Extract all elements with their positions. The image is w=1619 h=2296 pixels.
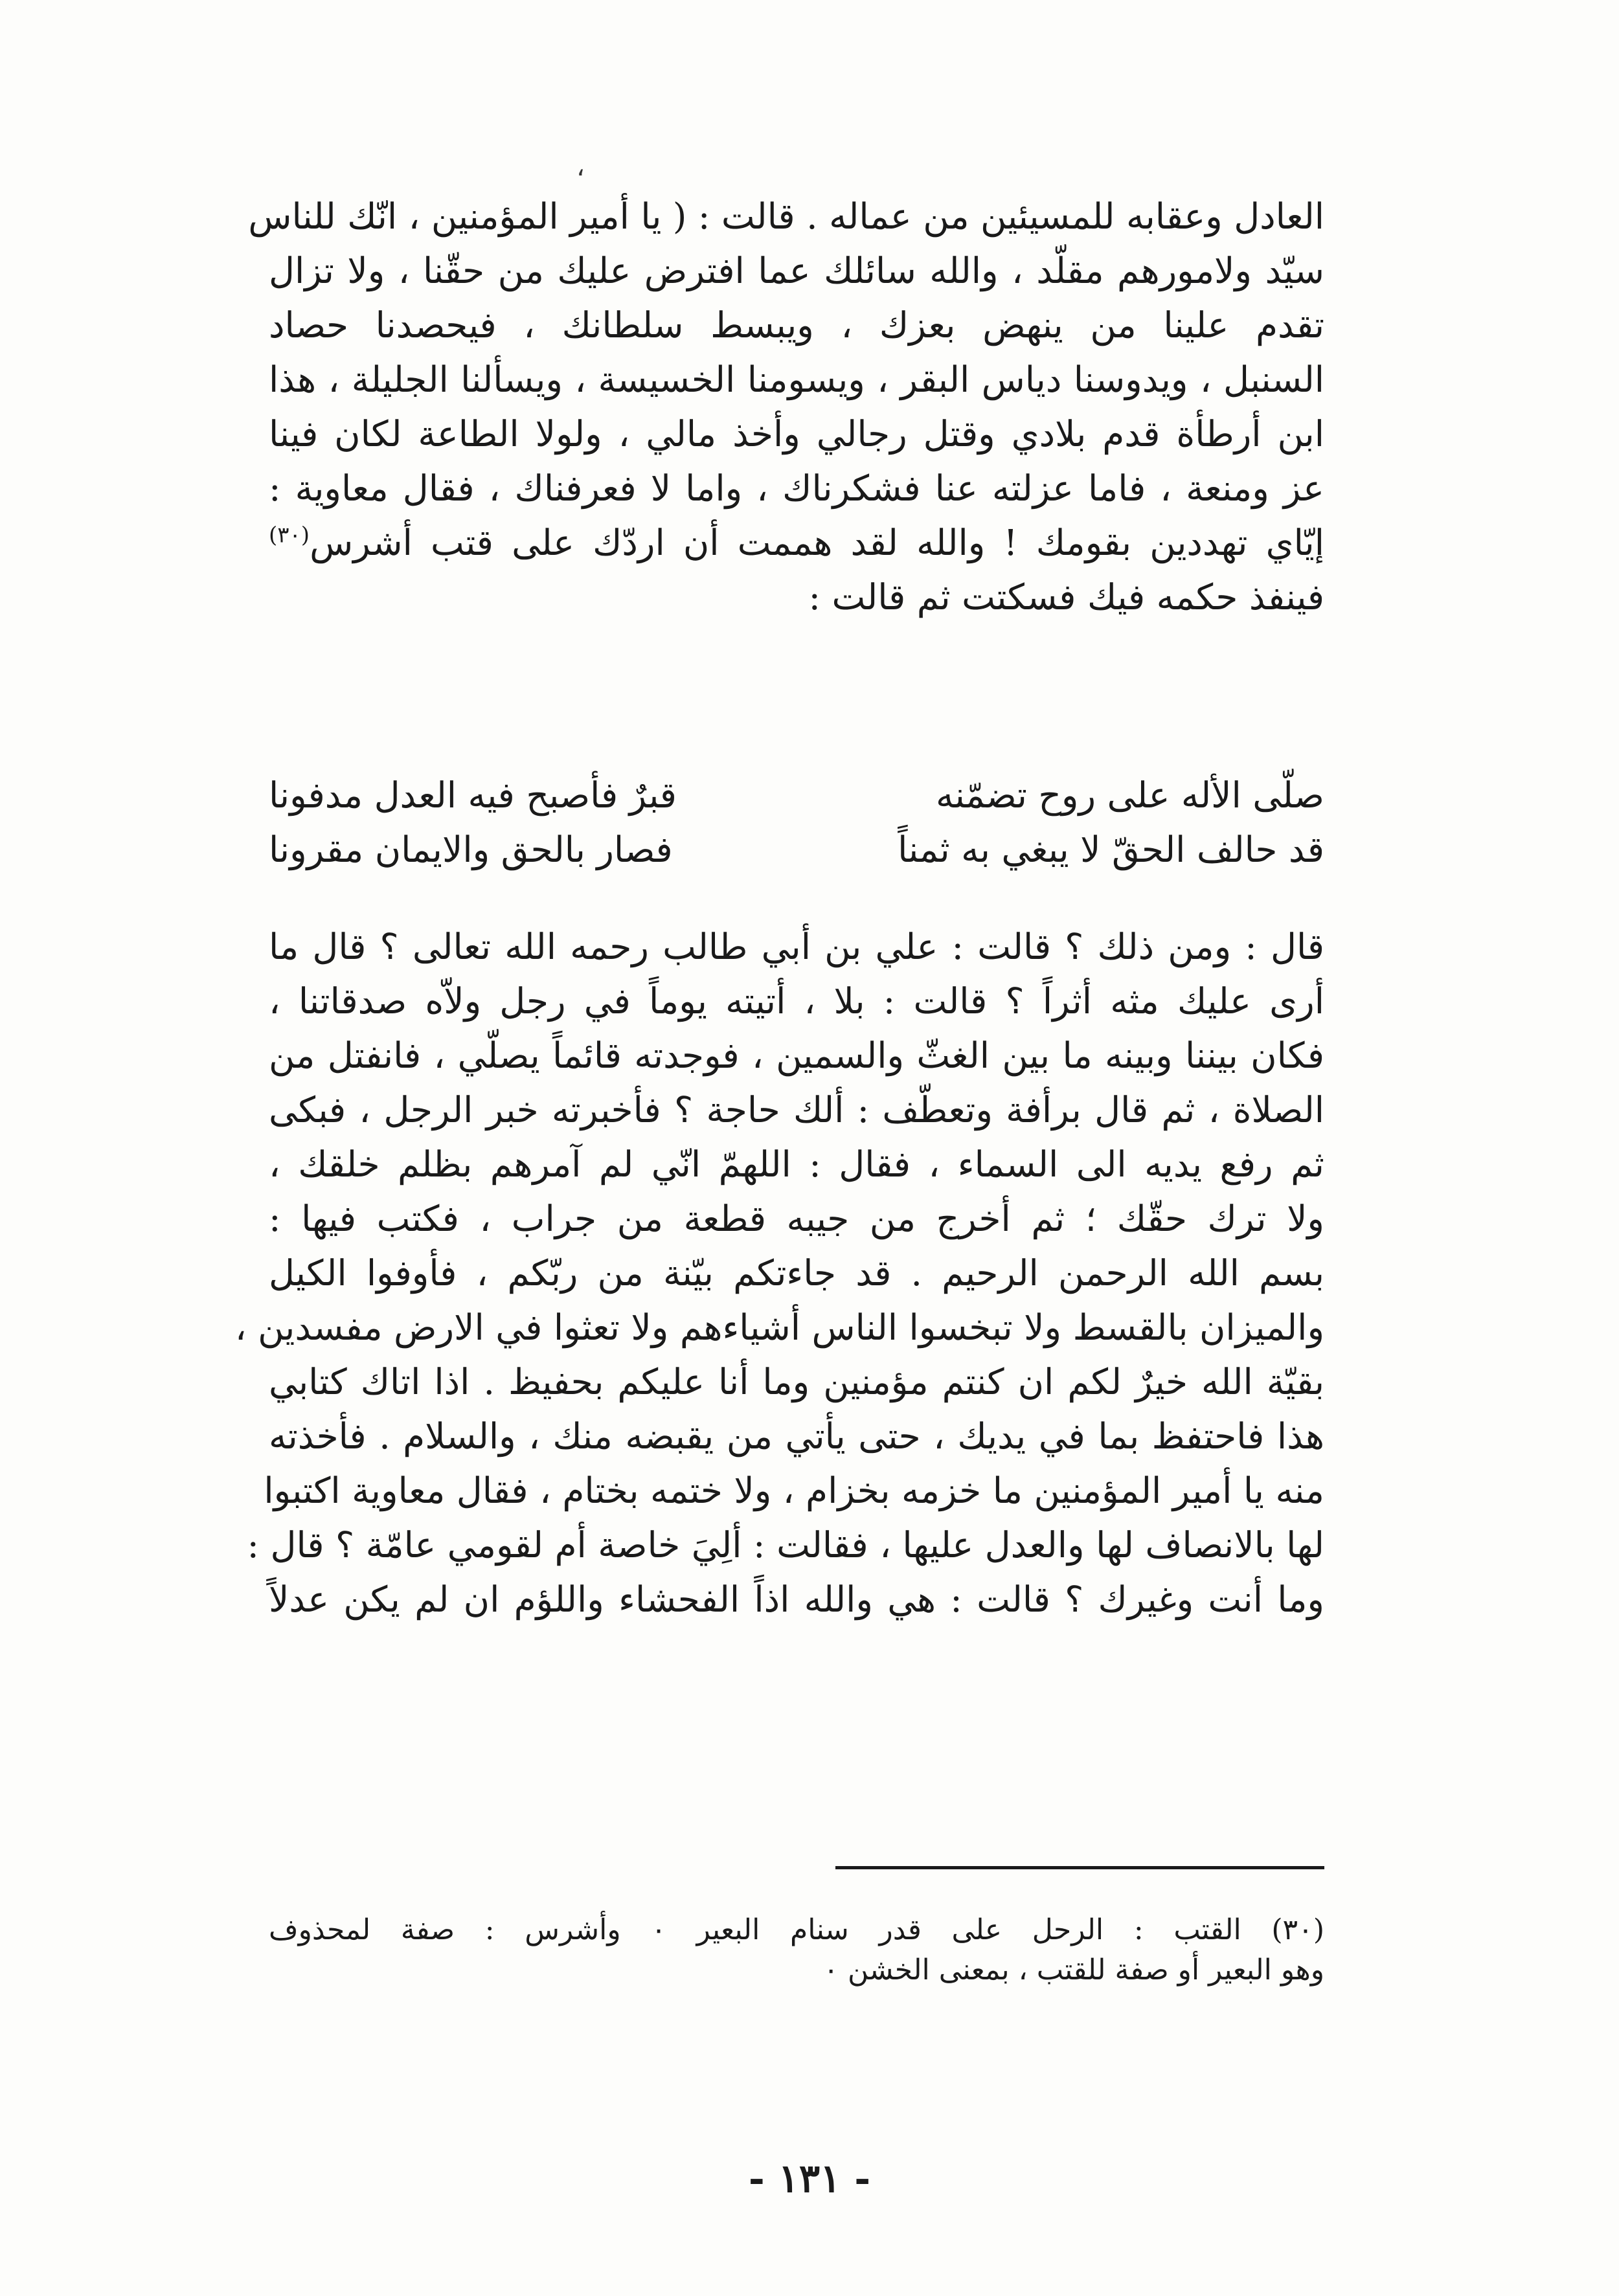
footnotes — [269, 1910, 1324, 1990]
text-line: الصلاة ، ثم قال برأفة وتعطّف : ألك حاجة ؟ فأخبرته خبر الرجل ، فبكى — [269, 1089, 1324, 1131]
text-line-content: إيّاي تهددين بقومك ! والله لقد هممت أن اردّك على قتب أشرس — [310, 522, 1324, 563]
text-line: بقيّة الله خيرٌ لكم ان كنتم مؤمنين وما أنا عليكم بحفيظ . اذا اتاك كتابي — [269, 1361, 1324, 1402]
page-number: - ١٣١ - — [748, 2156, 871, 2201]
text-line: منه يا أمير المؤمنين ما خزمه بخزام ، ولا ختمه بختام ، فقال معاوية اكتبوا — [264, 1470, 1324, 1511]
text-line: ولا ترك حقّك ؛ ثم أخرج من جيبه قطعة من جراب ، فكتب فيها : — [269, 1198, 1324, 1239]
text-line: فكان بيننا وبينه ما بين الغثّ والسمين ، فوجدته قائماً يصلّي ، فانفتل من — [269, 1035, 1324, 1076]
poem-second-hemistich: فصار بالحق والايمان مقرونا — [269, 829, 673, 870]
poem — [269, 768, 1324, 877]
text-line: تقدم علينا من ينهض بعزك ، ويبسط سلطانك ، فيحصدنا حصاد — [269, 304, 1324, 346]
poem-verse — [269, 822, 1324, 877]
text-line: أرى عليك مثه أثراً ؟ قالت : بلا ، أتيته يوماً في رجل ولاّه صدقاتنا ، — [269, 980, 1324, 1022]
text-line: عز ومنعة ، فاما عزلته عنا فشكرناك ، واما لا فعرفناك ، فقال معاوية : — [269, 467, 1324, 509]
text-line-with-footnote — [269, 515, 1324, 570]
text-line: قال : ومن ذلك ؟ قالت : علي بن أبي طالب رحمه الله تعالى ؟ قال ما — [269, 926, 1324, 967]
poem-first-hemistich: قد حالف الحقّ لا يبغي به ثمناً — [898, 829, 1324, 870]
text-line: هذا فاحتفظ بما في يديك ، حتى يأتي من يقبضه منك ، والسلام . فأخذته — [269, 1415, 1324, 1457]
text-line: والميزان بالقسط ولا تبخسوا الناس أشياءهم ولا تعثوا في الارض مفسدين ، — [234, 1307, 1324, 1348]
footnote-divider — [835, 1866, 1324, 1869]
text-line: فينفذ حكمه فيك فسكتت ثم قالت : — [808, 576, 1324, 618]
footnote-line: (٣٠) القتب : الرحل على قدر سنام البعير ٠ وأشرس : صفة لمحذوف — [269, 1913, 1324, 1946]
footnote-line: وهو البعير أو صفة للقتب ، بمعنى الخشن ٠ — [823, 1953, 1324, 1986]
poem-first-hemistich: صلّى الأله على روح تضمّنه — [936, 774, 1324, 816]
text-line: وما أنت وغيرك ؟ قالت : هي والله اذاً الفحشاء واللؤم ان لم يكن عدلاً — [269, 1579, 1324, 1620]
text-line: ابن أرطأة قدم بلادي وقتل رجالي وأخذ مالي ، ولولا الطاعة لكان فينا — [269, 413, 1324, 455]
paragraph-2 — [234, 919, 1324, 1626]
text-line: سيّد ولامورهم مقلّد ، والله سائلك عما افترض عليك من حقّنا ، ولا تزال — [269, 250, 1324, 291]
text-line: السنبل ، ويدوسنا دياس البقر ، ويسومنا الخسيسة ، ويسألنا الجليلة ، هذا — [269, 359, 1324, 400]
text-line: ثم رفع يديه الى السماء ، فقال : اللهمّ انّي لم آمرهم بظلم خلقك ، — [269, 1143, 1324, 1185]
text-line: بسم الله الرحمن الرحيم . قد جاءتكم بيّنة من ربّكم ، فأوفوا الكيل — [269, 1252, 1324, 1294]
poem-second-hemistich: قبرٌ فأصبح فيه العدل مدفونا — [269, 774, 677, 816]
poem-verse — [269, 768, 1324, 822]
text-line: لها بالانصاف لها والعدل عليها ، فقالت : ألِيَ خاصة أم لقومي عامّة ؟ قال : — [247, 1524, 1324, 1566]
top-mark: ، — [576, 152, 585, 182]
footnote-reference: (٣٠) — [269, 522, 310, 548]
text-line: العادل وعقابه للمسيئين من عماله . قالت : ( يا أمير المؤمنين ، انّك للناس — [248, 196, 1324, 237]
paragraph-1 — [248, 189, 1324, 624]
